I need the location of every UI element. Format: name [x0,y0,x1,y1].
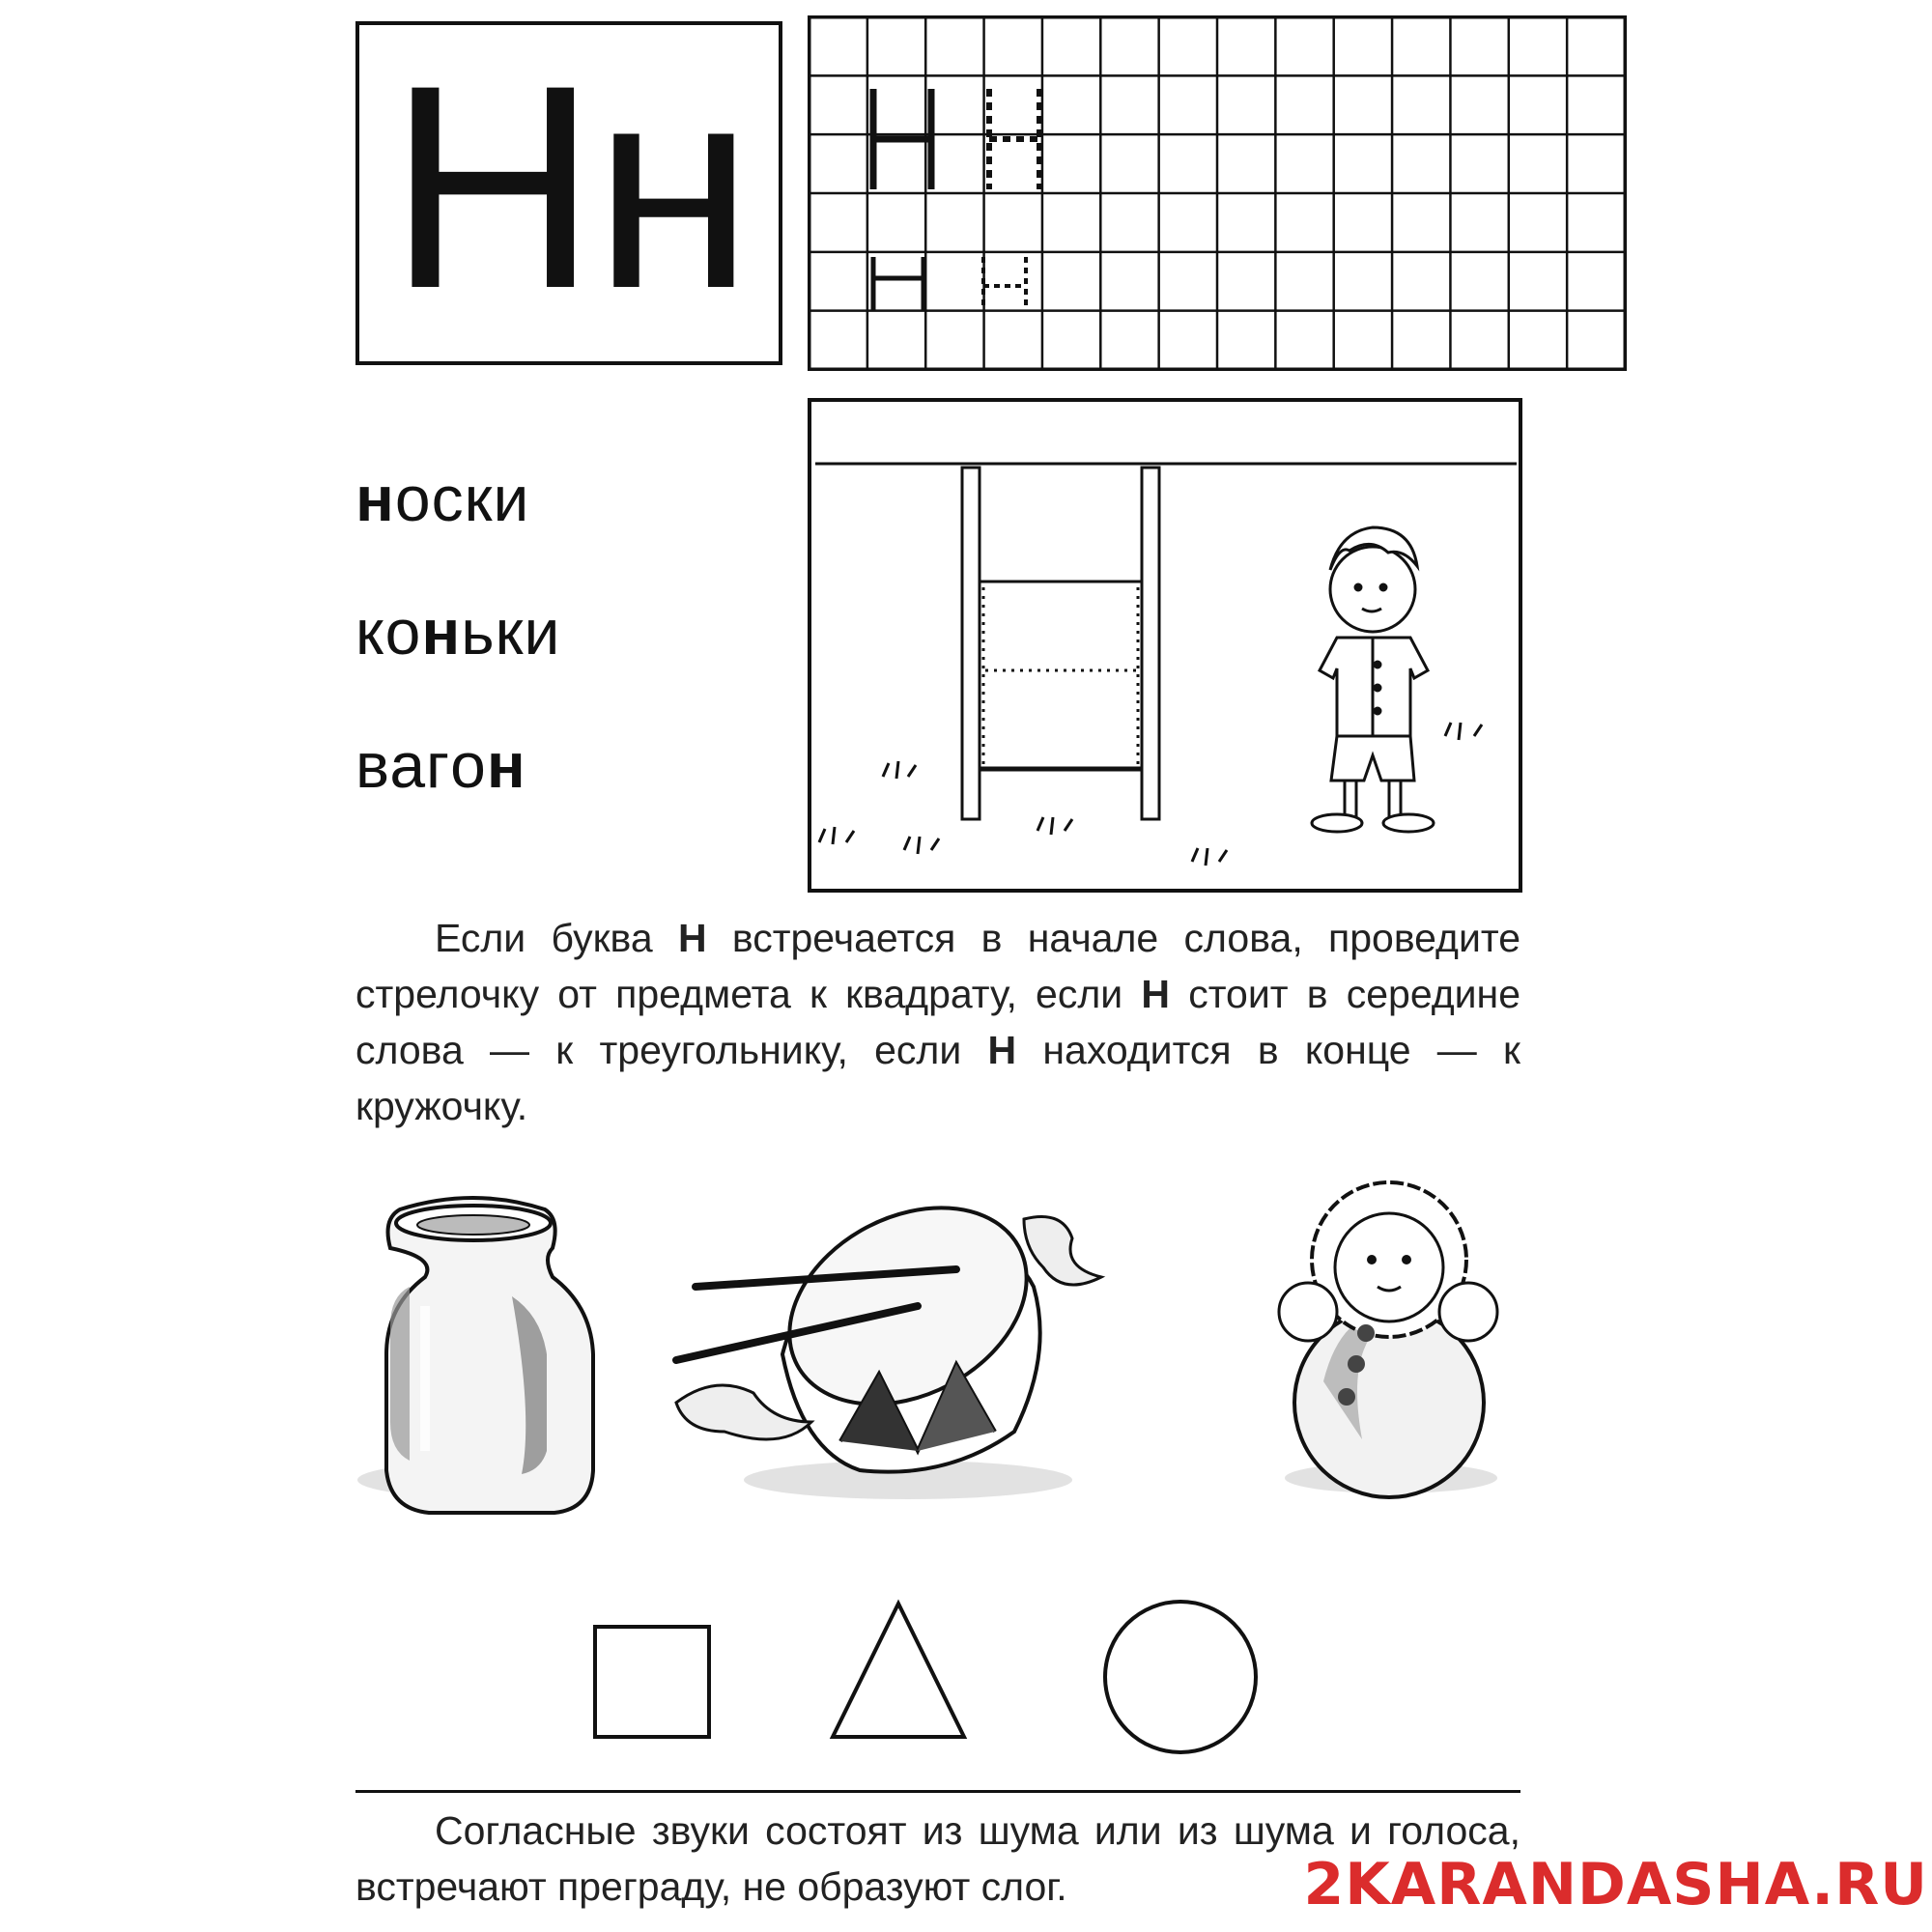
dotted-letter-lower [983,257,1026,311]
trace-letter-upper [873,89,931,189]
footer-divider [355,1790,1520,1793]
circle-shape [1105,1602,1256,1752]
dotted-letter-upper [989,89,1039,189]
word-noski: носки [355,463,530,534]
instruction-text: Если буква Н встречается в начале слова, проведите стрелочку от предмета к квадрату, если Н стоит в середине слова — к треугольнику, если Н находится в конце — к кружочку. [355,916,1521,1128]
writing-grid [808,15,1627,371]
roly-poly-doll-picture [1265,1159,1517,1507]
target-shapes [580,1594,1275,1758]
letter-box [355,21,782,365]
drum-picture [657,1190,1121,1509]
footer-text: Согласные звуки состоят из шума или из шума и голоса, встречают преграду, не образуют слог. [355,1808,1520,1909]
word-vagon: вагoн [355,729,526,801]
jar-picture [348,1190,599,1519]
word-konki: коньки [355,596,561,668]
trace-letter-lower [873,257,923,311]
square-shape [595,1627,709,1737]
watermark-logo: 2KARANDASHA.RU [1303,1851,1928,1918]
scene-illustration [808,398,1522,893]
triangle-shape [833,1604,964,1737]
big-letter: Нн [387,24,751,349]
